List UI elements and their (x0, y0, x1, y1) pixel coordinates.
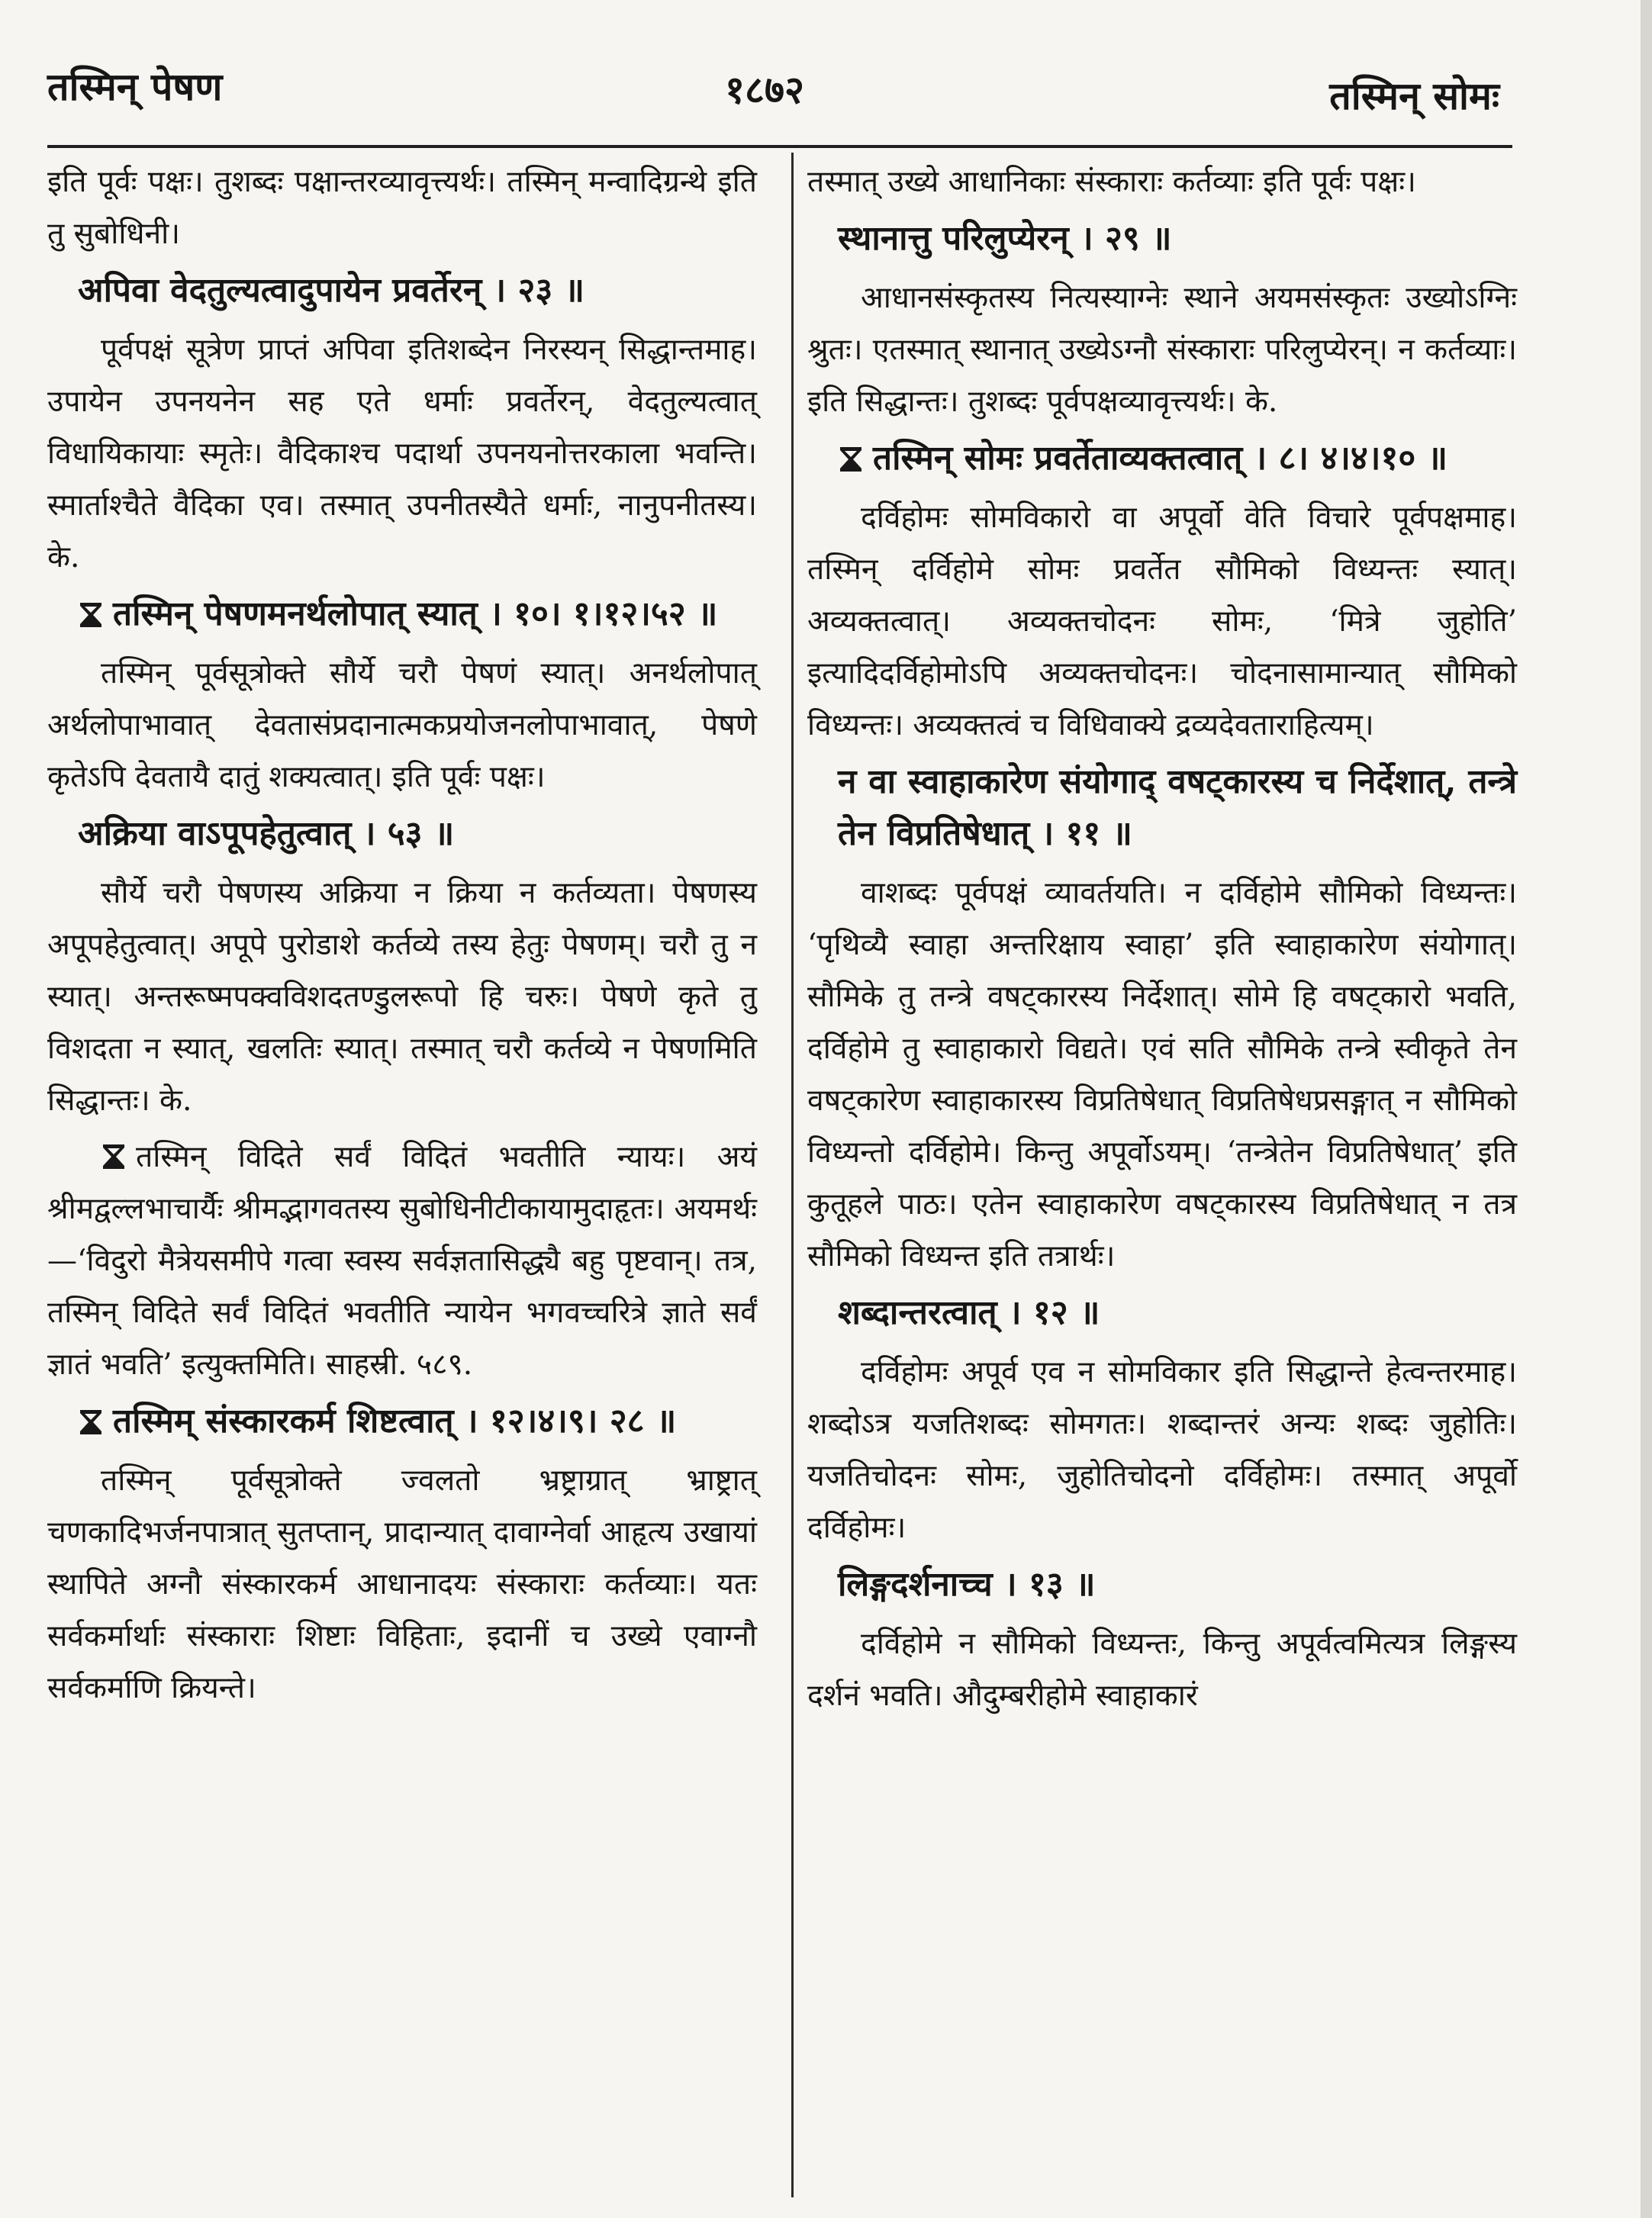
left-para-7-text: तस्मिन् विदिते सर्वं विदितं भवतीति न्यायः। अयं श्रीमद्वल्लभाचार्यैः श्रीमद्भागवतस्य सुबोधिनीटीकायामुदाहृतः। अयमर्थः—‘विदुरो मैत्रेयसमीपे गत्वा स्वस्य सर्वज्ञतासिद्ध्यै बहु पृष्टवान्। तत्र, तस्मिन् विदिते सर्वं विदितं भवतीति न्यायेन भगवच्चरित्रे ज्ञाते सर्वं ज्ञातं भवति’ इत्युक्तमिति। साहस्री. ५८९. (47, 1140, 757, 1382)
right-para-10 (807, 1618, 1517, 1722)
hourglass-mark-icon (78, 1408, 104, 1436)
left-sutra-1-text: अपिवा वेदतुल्यत्वादुपायेन प्रवर्तेरन् । २३ ॥ (78, 271, 584, 310)
left-para-6-text: सौर्ये चरौ पेषणस्य अक्रिया न क्रिया न कर्तव्यता। पेषणस्य अपूपहेतुत्वात्। अपूपे पुरोडाशे कर्तव्ये तस्य हेतुः पेषणम्। चरौ तु न स्यात्। अन्तरूष्मपक्वविशदतण्डुलरूपो हि चरुः। पेषणे कृते तु विशदता न स्यात्, खलतिः स्यात्। तस्मात् चरौ कर्तव्ये न पेषणमिति सिद्धान्तः। के. (47, 876, 757, 1118)
right-para-0-text: तस्मात् उख्ये आधानिकाः संस्काराः कर्तव्याः इति पूर्वः पक्षः। (807, 165, 1416, 199)
right-para-0 (807, 156, 1517, 208)
hourglass-mark-icon (101, 1143, 127, 1170)
right-para-8-text: दर्विहोमः अपूर्व एव न सोमविकार इति सिद्धान्ते हेत्वन्तरमाह। शब्दोऽत्र यजतिशब्दः सोमगतः। शब्दान्तरं अन्यः शब्दः जुहोतिः। यजतिचोदनः सोमः, जुहोतिचोदनो दर्विहोमः। तस्मात् अपूर्वो दर्विहोमः। (807, 1355, 1517, 1545)
left-para-9 (47, 1455, 757, 1714)
header-rule (47, 145, 1512, 148)
left-sutra-5-text: अक्रिया वाऽपूपहेतुत्वात् । ५३ ॥ (78, 814, 455, 853)
left-para-6 (47, 868, 757, 1127)
right-sutra-1 (807, 213, 1517, 265)
left-sutra-3 (47, 588, 757, 640)
left-para-9-text: तस्मिन् पूर्वसूत्रोक्ते ज्वलतो भ्रष्ट्राग्रात् भ्राष्ट्रात् चणकादिभर्जनपात्रात् सुतप्तान्, प्रादान्यात् दावाग्नेर्वा आहृत्य उखायां स्थापिते अग्नौ संस्कारकर्म आधानादयः संस्काराः कर्तव्याः। यतः सर्वकर्मार्थाः संस्काराः शिष्टाः विहिताः, इदानीं च उख्ये एवाग्नौ सर्वकर्माणि क्रियन्ते। (47, 1463, 757, 1705)
running-head-left: तस्मिन् पेषण (47, 64, 223, 109)
left-para-4 (47, 648, 757, 803)
right-sutra-3-text: तस्मिन् सोमः प्रवर्तेताव्यक्तत्वात् । ८। ४।४।१० ॥ (873, 439, 1448, 478)
right-sutra-7-text: शब्दान्तरत्वात् । १२ ॥ (838, 1293, 1100, 1332)
left-sutra-1 (47, 265, 757, 317)
left-sutra-8 (47, 1396, 757, 1447)
left-sutra-8-text: तस्मिम् संस्कारकर्म शिष्टत्वात् । १२।४।९। २८ ॥ (113, 1402, 677, 1441)
column-divider (791, 153, 794, 2197)
right-sutra-9-text: लिङ्गदर्शनाच्च । १३ ॥ (838, 1565, 1096, 1604)
left-column (47, 156, 757, 1719)
right-sutra-3 (807, 433, 1517, 484)
right-para-6-text: वाशब्दः पूर्वपक्षं व्यावर्तयति। न दर्विहोमे सौमिको विध्यन्तः। ‘पृथिव्यै स्वाहा अन्तरिक्षाय स्वाहा’ इति स्वाहाकारेण संयोगात्। सौमिके तु तन्त्रे वषट्कारस्य निर्देशात्। सोमे हि वषट्कारो भवति, दर्विहोमे तु स्वाहाकारो विद्यते। एवं सति सौमिके तन्त्रे स्वीकृते तेन वषट्कारेण स्वाहाकारस्य विप्रतिषेधात् विप्रतिषेधप्रसङ्गात् न सौमिको विध्यन्तो दर्विहोमे। किन्तु अपूर्वोऽयम्। ‘तन्त्रेतेन विप्रतिषेधात्’ इति कुतूहले पाठः। एतेन स्वाहाकारेण वषट्कारस्य विप्रतिषेधात् न तत्र सौमिको विध्यन्त इति तत्रार्थः। (807, 876, 1517, 1273)
right-para-4-text: दर्विहोमः सोमविकारो वा अपूर्वो वेति विचारे पूर्वपक्षमाह। तस्मिन् दर्विहोमे सोमः प्रवर्तेत सौमिको विध्यन्तः स्यात्। अव्यक्तत्वात्। अव्यक्तचोदनः सोमः, ‘मित्रे जुहोति’ इत्यादिदर्विहोमोऽपि अव्यक्तचोदनः। चोदनासामान्यात् सौमिको विध्यन्तः। अव्यक्तत्वं च विधिवाक्ये द्रव्यदेवताराहित्यम्। (807, 501, 1517, 742)
left-para-0-text: इति पूर्वः पक्षः। तुशब्दः पक्षान्तरव्यावृत्त्यर्थः। तस्मिन् मन्वादिग्रन्थे इति तु सुबोधिनी। (47, 165, 757, 251)
right-sutra-9 (807, 1559, 1517, 1611)
left-para-7 (47, 1132, 757, 1391)
right-para-2 (807, 272, 1517, 428)
right-para-10-text: दर्विहोमे न सौमिको विध्यन्तः, किन्तु अपूर्वत्वमित्यत्र लिङ्गस्य दर्शनं भवति। औदुम्बरीहोमे स्वाहाकारं (807, 1627, 1517, 1713)
left-sutra-3-text: तस्मिन् पेषणमनर्थलोपात् स्यात् । १०। १।१२।५२ ॥ (113, 594, 718, 633)
right-para-8 (807, 1347, 1517, 1554)
page-header (0, 0, 1652, 145)
right-sutra-7 (807, 1287, 1517, 1339)
running-head-right: तस्मिन् सोमः (1329, 73, 1499, 118)
right-sutra-5 (807, 756, 1517, 860)
left-para-2-text: पूर्वपक्षं सूत्रेण प्राप्तं अपिवा इतिशब्देन निरस्यन् सिद्धान्तमाह। उपायेन उपनयनेन सह एते धर्माः प्रवर्तेरन्, वेदतुल्यत्वात् विधायिकायाः स्मृतेः। वैदिकाश्च पदार्था उपनयनोत्तरकाला भवन्ति। स्मार्ताश्चैते वैदिका एव। तस्मात् उपनीतस्यैते धर्माः, नानुपनीतस्य। के. (47, 333, 757, 575)
page-number: १८७२ (725, 67, 804, 112)
left-sutra-5 (47, 808, 757, 860)
right-sutra-5-text: न वा स्वाहाकारेण संयोगाद् वषट्कारस्य च निर्देशात्, तन्त्रे तेन विप्रतिषेधात् । ११ ॥ (838, 762, 1517, 853)
right-sutra-1-text: स्थानात्तु परिलुप्येरन् । २९ ॥ (838, 219, 1172, 258)
left-para-4-text: तस्मिन् पूर्वसूत्रोक्ते सौर्ये चरौ पेषणं स्यात्। अनर्थलोपात् अर्थलोपाभावात् देवतासंप्रदानात्मकप्रयोजनलोपाभावात्, पेषणे कृतेऽपि देवतायै दातुं शक्यत्वात्। इति पूर्वः पक्षः। (47, 656, 757, 794)
left-para-0 (47, 156, 757, 260)
right-para-4 (807, 492, 1517, 752)
hourglass-mark-icon (838, 446, 864, 473)
right-column (807, 156, 1517, 1727)
right-para-2-text: आधानसंस्कृतस्य नित्यस्याग्नेः स्थाने अयमसंस्कृतः उख्योऽग्निः श्रुतः। एतस्मात् स्थानात् उख्येऽग्नौ संस्काराः परिलुप्येरन्। न कर्तव्याः। इति सिद्धान्तः। तुशब्दः पूर्वपक्षव्यावृत्त्यर्थः। के. (807, 281, 1517, 419)
scan-edge (1641, 0, 1652, 2218)
right-para-6 (807, 868, 1517, 1283)
hourglass-mark-icon (78, 601, 104, 629)
left-para-2 (47, 324, 757, 584)
